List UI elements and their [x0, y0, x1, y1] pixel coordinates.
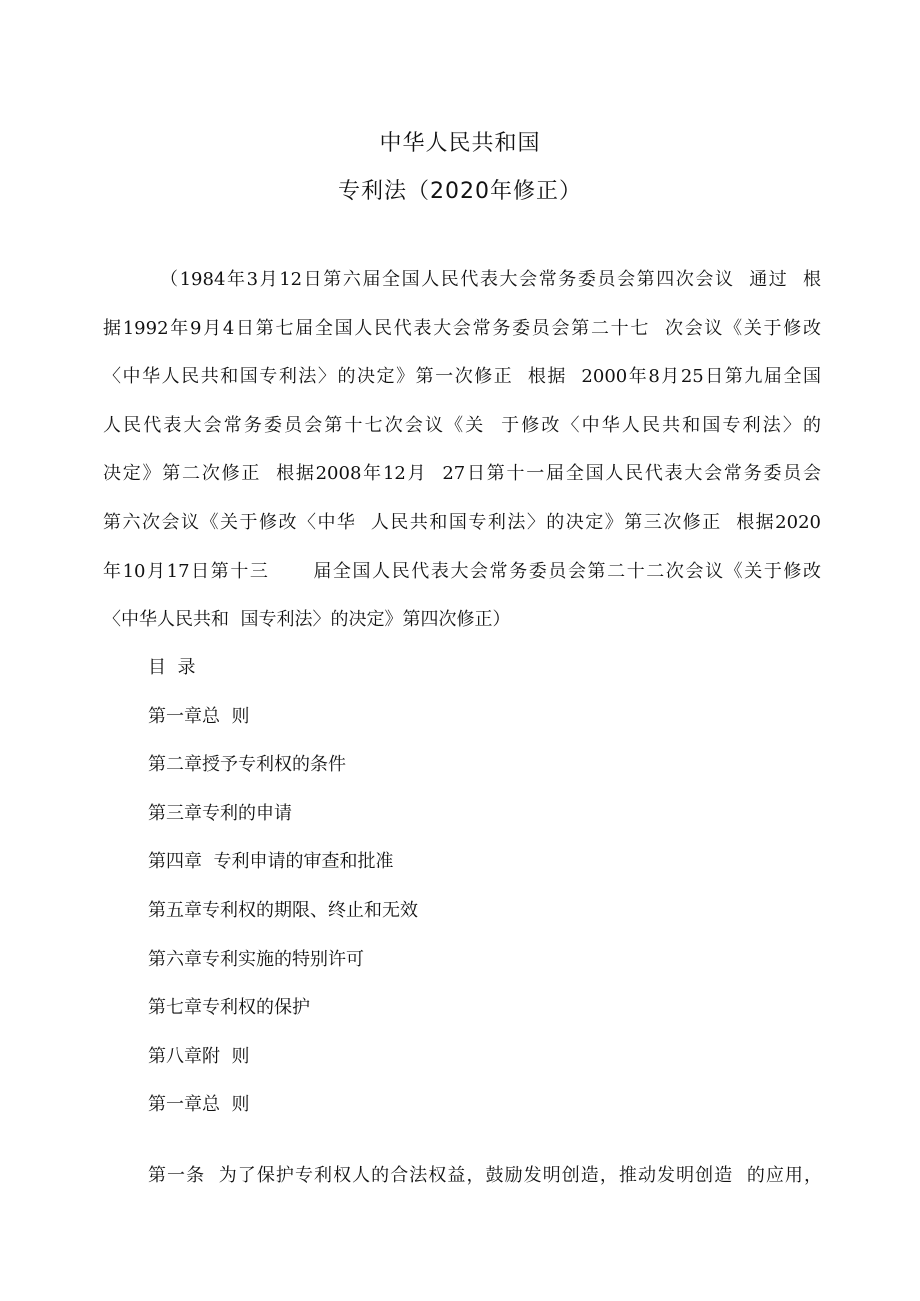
- preamble-line: 决定》第二次修正 根据2008年12月 27日第十一届全国人民代表大会常务委员会: [103, 463, 821, 485]
- toc-item: 第六章专利实施的特别许可: [148, 948, 364, 970]
- document-title: 中华人民共和国: [379, 131, 541, 156]
- preamble-line: 〈中华人民共和 国专利法〉的决定》第四次修正）: [103, 609, 511, 631]
- chapter-heading: 第一章总 则: [148, 1094, 250, 1116]
- toc-item: 第二章授予专利权的条件: [148, 754, 346, 776]
- toc-heading: 目 录: [148, 657, 196, 678]
- toc-item: 第八章附 则: [148, 1045, 250, 1067]
- toc-item: 第四章 专利申请的审查和批准: [148, 851, 394, 873]
- toc-item: 第一章总 则: [148, 705, 250, 727]
- toc-item: 第七章专利权的保护: [148, 997, 310, 1019]
- document-subtitle: 专利法（2020年修正）: [338, 179, 582, 204]
- amendment-history: [103, 262, 821, 651]
- preamble-line: 〈中华人民共和国专利法〉的决定》第一次修正 根据 2000年8月25日第九届全国: [103, 366, 821, 388]
- preamble-line: 第六次会议《关于修改〈中华 人民共和国专利法〉的决定》第三次修正 根据2020: [103, 511, 821, 533]
- table-of-contents: [148, 652, 828, 1138]
- article-1-text: 第一条 为了保护专利权人的合法权益，鼓励发明创造，推动发明创造 的应用，: [148, 1165, 822, 1186]
- toc-item: 第五章专利权的期限、终止和无效: [148, 899, 418, 921]
- preamble-line: 据1992年9月4日第七届全国人民代表大会常务委员会第二十七 次会议《关于修改: [103, 317, 821, 339]
- preamble-line: 人民代表大会常务委员会第十七次会议《关 于修改〈中华人民共和国专利法〉的: [103, 414, 821, 436]
- preamble-line: 年10月17日第十三 届全国人民代表大会常务委员会第二十二次会议《关于修改: [103, 560, 821, 582]
- toc-item: 第三章专利的申请: [148, 802, 292, 824]
- preamble-line: （1984年3月12日第六届全国人民代表大会常务委员会第四次会议 通过 根: [160, 269, 821, 290]
